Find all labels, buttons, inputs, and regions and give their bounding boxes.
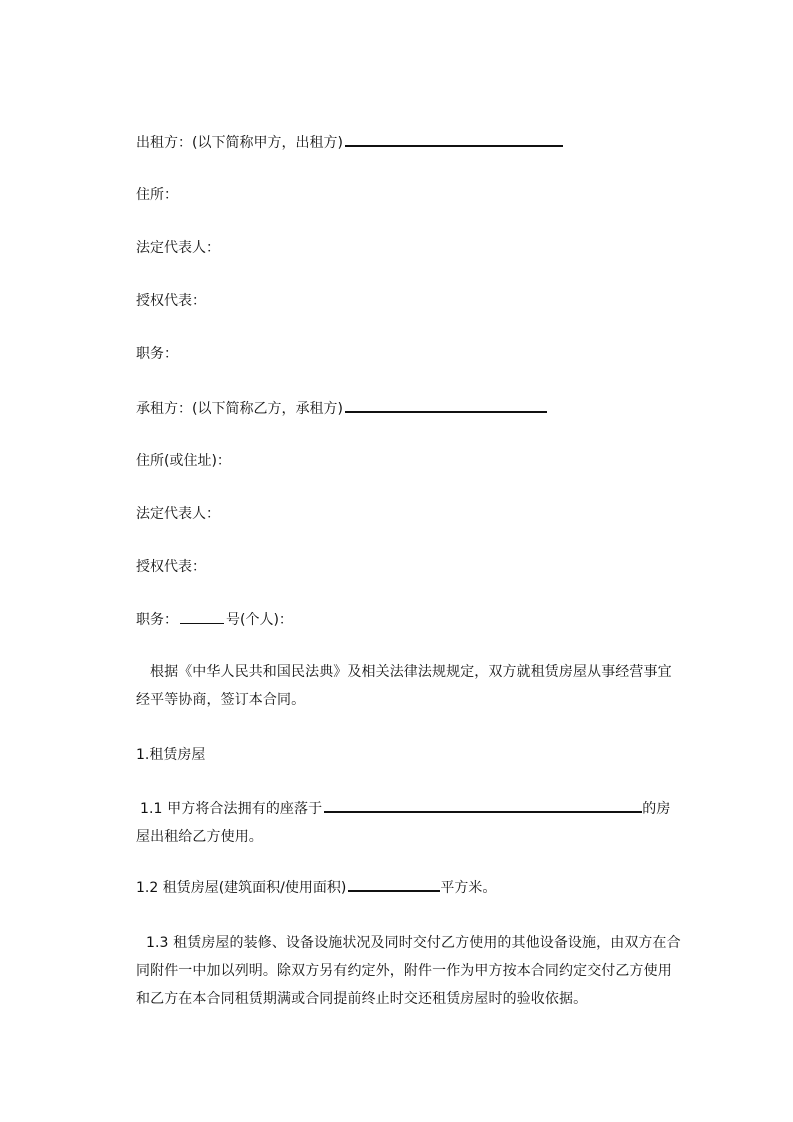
lessee-position-blank [180, 609, 224, 624]
lessee-line [136, 397, 547, 420]
clause-1-1 [136, 795, 684, 851]
clause-1-2 [136, 876, 496, 899]
preamble-paragraph: 根据《中华人民共和国民法典》及相关法律法规规定，双方就租赁房屋从事经营事宜经平等协商，签订本合同。 [136, 664, 672, 708]
lessor-position: 职务： [136, 346, 178, 362]
lessee-auth-rep: 授权代表： [136, 559, 206, 575]
clause-1-2-prefix: 1.2 租赁房屋(建筑面积/使用面积) [136, 880, 347, 896]
lessor-legal-rep: 法定代表人： [136, 240, 220, 256]
lessee-name-blank [345, 397, 547, 413]
clause-1-2-area-blank [348, 876, 440, 892]
lessee-position-suffix: 号(个人)： [226, 612, 293, 628]
clause-1-3: 1.3 租赁房屋的装修、设备设施状况及同时交付乙方使用的其他设备设施，由双方在合同附件一中加以列明。除双方另有约定外，附件一作为甲方按本合同约定交付乙方使用和乙方在本合同租赁期满或合同提前终止时交还租赁房屋时的验收依据。 [136, 935, 681, 1007]
lessor-address: 住所： [136, 187, 178, 203]
clause-1-1-location-blank [324, 797, 642, 813]
lessee-legal-rep: 法定代表人： [136, 506, 220, 522]
lessor-line [136, 131, 563, 154]
section-1-title: 1.租赁房屋 [136, 747, 206, 763]
lessor-name-blank [345, 131, 563, 147]
clause-1-1-suffix: 的房屋出租给乙方使用。 [136, 801, 671, 845]
lessor-auth-rep: 授权代表： [136, 293, 206, 309]
lessee-address: 住所(或住址)： [136, 453, 231, 469]
clause-1-2-suffix: 平方米。 [440, 880, 497, 896]
clause-1-1-prefix: 1.1 甲方将合法拥有的座落于 [140, 801, 323, 817]
lessor-label: 出租方：(以下简称甲方，出租方) [136, 135, 343, 151]
lessee-position-line [136, 609, 293, 631]
lessee-label: 承租方：(以下简称乙方，承租方) [136, 401, 343, 417]
lessee-position-prefix: 职务： [136, 612, 178, 628]
